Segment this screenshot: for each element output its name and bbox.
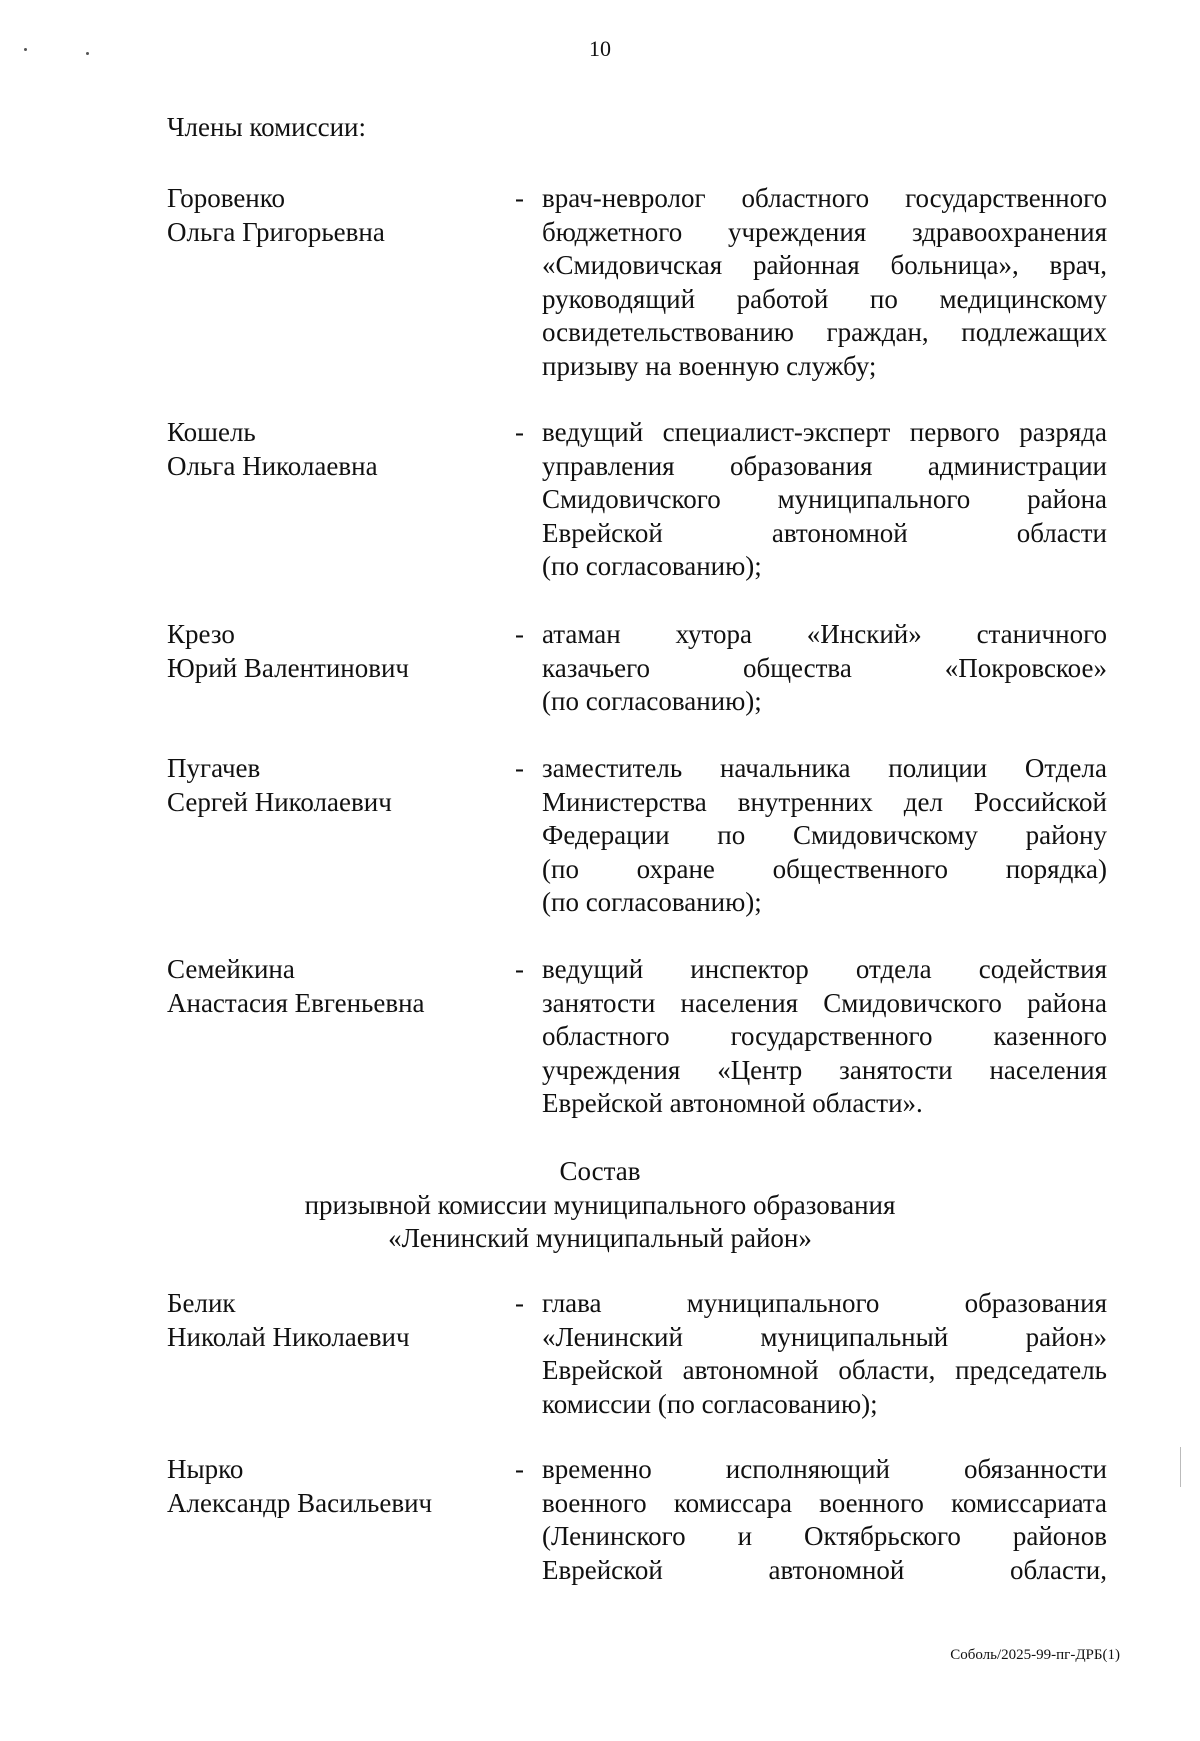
member-given-names: Николай Николаевич (167, 1321, 410, 1352)
entry-dash: - (515, 619, 524, 649)
heading-title: Состав (559, 1156, 641, 1186)
member-role (542, 182, 1107, 383)
role-line: освидетельствованию граждан, подлежащих (542, 317, 1107, 347)
member-role (542, 1287, 1107, 1421)
member-name (167, 1287, 507, 1354)
entry-dash: - (515, 954, 524, 984)
member-surname: Нырко (167, 1454, 244, 1484)
member-surname: Крезо (167, 619, 235, 649)
member-role (542, 618, 1107, 719)
heading-subtitle: призывной комиссии муниципального образования (304, 1189, 896, 1220)
role-line: занятости населения Смидовичского района (542, 987, 1107, 1018)
role-line: (Ленинского и Октябрьского районов (542, 1521, 1107, 1551)
member-name (167, 752, 507, 819)
role-line: управления образования администрации (542, 450, 1107, 481)
role-line: учреждения «Центр занятости населения (542, 1054, 1107, 1085)
role-line: «Ленинский муниципальный район» (542, 1321, 1107, 1352)
entry-dash: - (515, 1454, 524, 1484)
role-line: Еврейской автономной области, председатель (542, 1355, 1107, 1385)
member-role (542, 953, 1107, 1121)
role-line: Еврейской автономной области (542, 517, 1107, 548)
scan-margin-mark (1180, 1447, 1181, 1487)
role-line: атаман хутора «Инский» станичного (542, 619, 1107, 649)
member-given-names: Анастасия Евгеньевна (167, 987, 425, 1018)
entry-dash: - (515, 1288, 524, 1318)
member-given-names: Ольга Григорьевна (167, 216, 385, 247)
member-role (542, 416, 1107, 584)
role-line: временно исполняющий обязанности (542, 1454, 1107, 1484)
member-surname: Кошель (167, 417, 256, 447)
role-line: ведущий инспектор отдела содействия (542, 954, 1107, 984)
role-line: глава муниципального образования (542, 1288, 1107, 1318)
member-given-names: Ольга Николаевна (167, 450, 378, 481)
role-line: Федерации по Смидовичскому району (542, 820, 1107, 850)
role-line: Еврейской автономной области, (542, 1554, 1107, 1585)
role-line: Еврейской автономной области». (542, 1088, 923, 1118)
role-line: Смидовичского муниципального района (542, 484, 1107, 514)
member-given-names: Александр Васильевич (167, 1487, 433, 1518)
role-line: военного комиссара военного комиссариата (542, 1487, 1107, 1518)
member-name (167, 953, 507, 1020)
role-line: ведущий специалист-эксперт первого разряда (542, 417, 1107, 447)
member-role (542, 752, 1107, 920)
heading-district: «Ленинский муниципальный район» (388, 1223, 812, 1253)
role-line: врач-невролог областного государственного (542, 183, 1107, 213)
member-role (542, 1453, 1107, 1587)
entry-dash: - (515, 183, 524, 213)
role-line: руководящий работой по медицинскому (542, 283, 1107, 314)
members-label: Члены комиссии: (167, 112, 366, 142)
member-name (167, 618, 507, 685)
role-line: комиссии (по согласованию); (542, 1388, 878, 1419)
role-line: (по согласованию); (542, 551, 762, 581)
role-line: Министерства внутренних дел Российской (542, 786, 1107, 817)
page-number: 10 (589, 36, 611, 61)
role-line: заместитель начальника полиции Отдела (542, 753, 1107, 783)
role-line: (по согласованию); (542, 686, 762, 716)
role-line: областного государственного казенного (542, 1021, 1107, 1051)
member-name (167, 1453, 507, 1520)
member-surname: Пугачев (167, 753, 261, 783)
member-name (167, 182, 507, 249)
member-name (167, 416, 507, 483)
commission-heading (0, 1155, 1200, 1256)
member-surname: Семейкина (167, 954, 295, 984)
entry-dash: - (515, 417, 524, 447)
member-given-names: Сергей Николаевич (167, 786, 392, 817)
role-line: (по согласованию); (542, 887, 762, 917)
member-surname: Горовенко (167, 183, 286, 213)
member-surname: Белик (167, 1288, 236, 1318)
entry-dash: - (515, 753, 524, 783)
role-line: казачьего общества «Покровское» (542, 652, 1107, 683)
role-line: бюджетного учреждения здравоохранения (542, 216, 1107, 247)
document-code: Соболь/2025-99-пг-ДРБ(1) (950, 1647, 1120, 1663)
member-given-names: Юрий Валентинович (167, 652, 410, 683)
role-line: (по охране общественного порядка) (542, 853, 1107, 884)
role-line: призыву на военную службу; (542, 350, 877, 381)
role-line: «Смидовичская районная больница», врач, (542, 250, 1107, 280)
